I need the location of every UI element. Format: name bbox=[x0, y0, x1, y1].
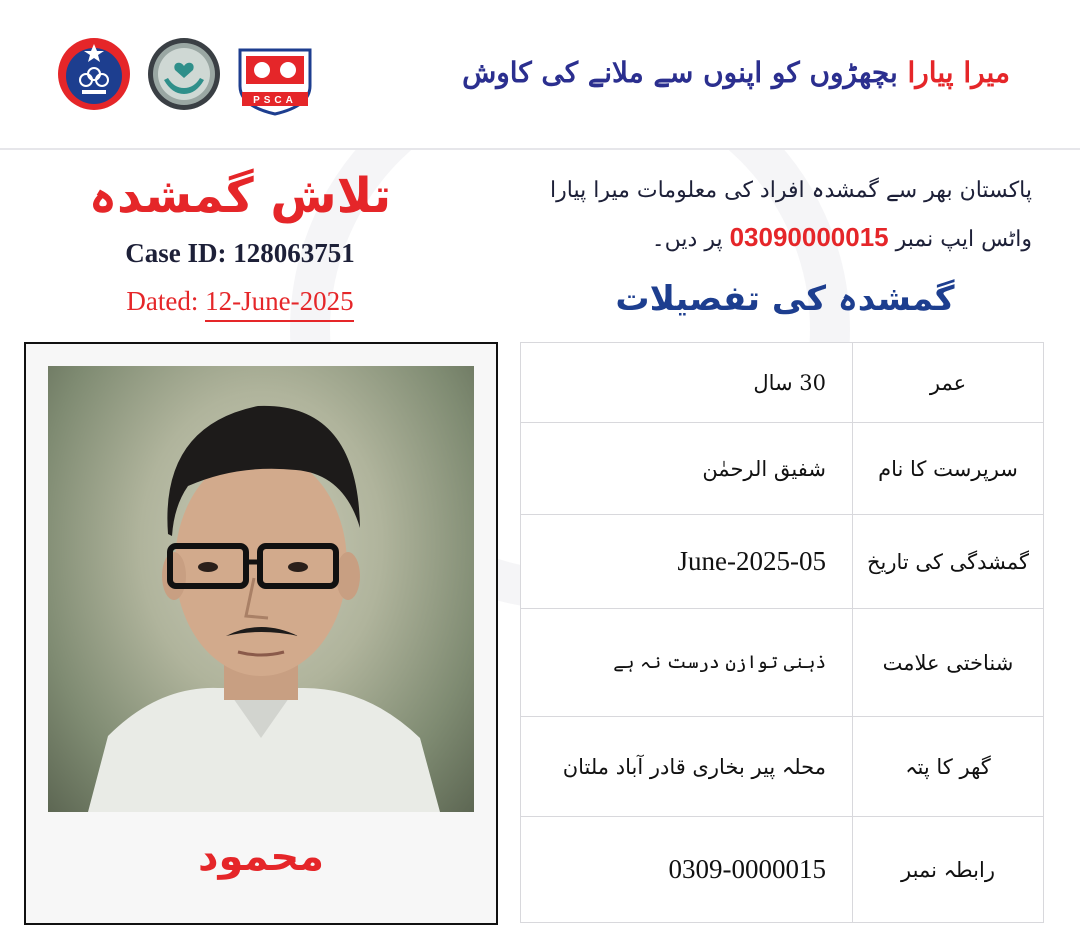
case-id: Case ID: 128063751 bbox=[125, 238, 355, 268]
psca-logo-text: PSCA bbox=[253, 95, 297, 106]
row-label: شناختی علامت bbox=[853, 609, 1044, 717]
row-value: 30 سال bbox=[521, 343, 853, 423]
row-value: 05-June-2025 bbox=[521, 515, 853, 609]
info-line-2-prefix: واٹس ایپ نمبر bbox=[895, 227, 1032, 252]
row-label: گھر کا پتہ bbox=[853, 717, 1044, 817]
row-label: عمر bbox=[853, 343, 1044, 423]
photo-frame bbox=[24, 342, 498, 925]
dated-label: Dated: bbox=[126, 286, 199, 316]
details-table bbox=[520, 342, 1044, 923]
table-row bbox=[521, 423, 1044, 515]
row-value: ذہنی توازن درست نہ ہے bbox=[521, 609, 853, 717]
tagline-highlight: میرا پیارا bbox=[907, 56, 1010, 89]
row-label: رابطہ نمبر bbox=[853, 817, 1044, 923]
row-value: محلہ پیر بخاری قادر آباد ملتان bbox=[521, 717, 853, 817]
table-row bbox=[521, 609, 1044, 717]
table-row bbox=[521, 817, 1044, 923]
missing-person-title: تلاش گمشدہ bbox=[88, 168, 392, 224]
table-row bbox=[521, 343, 1044, 423]
table-row bbox=[521, 717, 1044, 817]
row-value: 0309-0000015 bbox=[521, 817, 853, 923]
tagline bbox=[462, 56, 1010, 89]
person-name: محمود bbox=[197, 834, 324, 880]
details-title: گمشدہ کی تفصیلات bbox=[615, 279, 955, 319]
row-label: گمشدگی کی تاریخ bbox=[853, 515, 1044, 609]
table-row bbox=[521, 515, 1044, 609]
psca-logo-icon bbox=[232, 36, 318, 116]
dated-line bbox=[40, 286, 440, 317]
police-logo-icon bbox=[52, 36, 136, 112]
helping-hands-logo-icon bbox=[142, 36, 226, 112]
row-value: شفیق الرحمٰن bbox=[521, 423, 853, 515]
row-label: سرپرست کا نام bbox=[853, 423, 1044, 515]
person-portrait-icon bbox=[48, 366, 474, 812]
info-text bbox=[532, 168, 1032, 263]
info-line-1: پاکستان بھر سے گمشدہ افراد کی معلومات میرا پیارا bbox=[550, 178, 1032, 203]
person-photo bbox=[48, 366, 474, 812]
info-line-2-suffix: پر دیں۔ bbox=[651, 227, 723, 252]
dated-value: 12-June-2025 bbox=[205, 286, 353, 322]
info-line-2 bbox=[532, 214, 1032, 263]
tagline-rest: بچھڑوں کو اپنوں سے ملانے کی کاوش bbox=[462, 56, 898, 89]
whatsapp-phone-number: 03090000015 bbox=[729, 222, 889, 252]
header-bar bbox=[0, 0, 1080, 150]
